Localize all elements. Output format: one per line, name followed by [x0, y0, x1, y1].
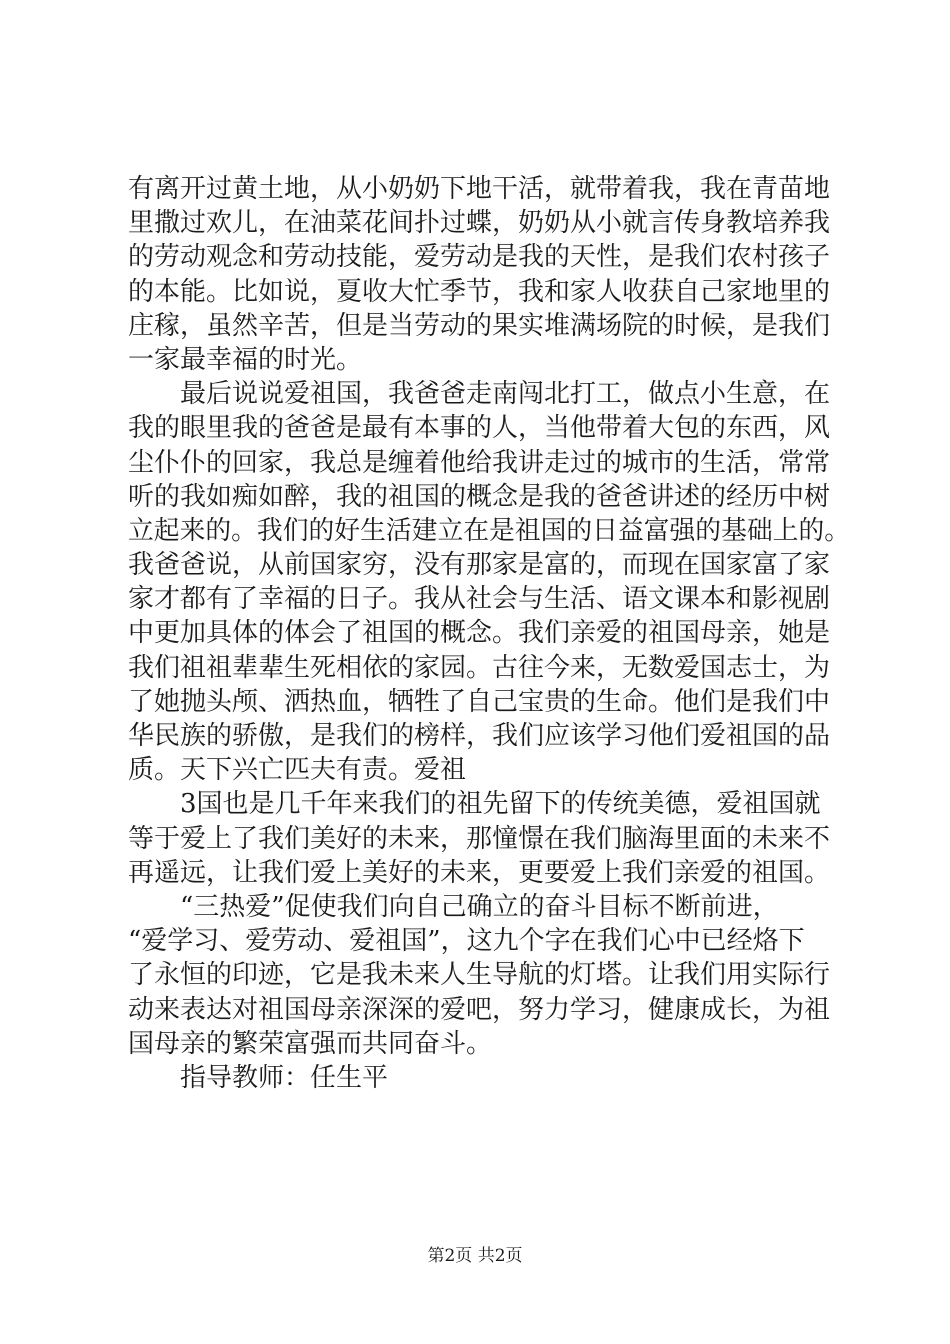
text-line: 了永恒的印迹，它是我未来人生导航的灯塔。让我们用实际行 — [128, 960, 831, 991]
text-line: “三热爱”促使我们向自己确立的奋斗目标不断前进， — [128, 891, 779, 922]
text-line: 国母亲的繁荣富强而共同奋斗。 — [128, 1028, 493, 1059]
text-line: 等于爱上了我们美好的未来，那憧憬在我们脑海里面的未来不 — [128, 823, 831, 854]
text-line: 动来表达对祖国母亲深深的爱吧，努力学习，健康成长，为祖 — [128, 994, 831, 1025]
text-line: 了她抛头颅、洒热血，牺牲了自己宝贵的生命。他们是我们中 — [128, 686, 831, 717]
text-line: 里撒过欢儿，在油菜花间扑过蝶，奶奶从小就言传身教培养我 — [128, 208, 831, 239]
text-line: 我爸爸说，从前国家穷，没有那家是富的，而现在国家富了家 — [128, 550, 831, 581]
text-line: 质。天下兴亡匹夫有责。爱祖 — [128, 755, 467, 786]
text-line: 3国也是几千年来我们的祖先留下的传统美德，爱祖国就 — [128, 789, 821, 820]
text-line: 再遥远，让我们爱上美好的未来，更要爱上我们亲爱的祖国。 — [128, 857, 831, 888]
text-line: 一家最幸福的时光。 — [128, 344, 363, 375]
text-line: 的劳动观念和劳动技能，爱劳动是我的天性，是我们农村孩子 — [128, 242, 831, 273]
text-line: “爱学习、爱劳动、爱祖国”，这九个字在我们心中已经烙下 — [128, 926, 805, 957]
text-line: 有离开过黄土地，从小奶奶下地干活，就带着我，我在青苗地 — [128, 174, 831, 204]
text-line: 庄稼，虽然辛苦，但是当劳动的果实堆满场院的时候，是我们 — [128, 310, 831, 341]
text-line: 华民族的骄傲，是我们的榜样，我们应该学习他们爱祖国的品 — [128, 721, 831, 751]
text-line: 家才都有了幸福的日子。我从社会与生活、语文课本和影视剧 — [128, 584, 831, 615]
page-footer: 第2页 共2页 — [427, 1246, 523, 1266]
text-line: 中更加具体的体会了祖国的概念。我们亲爱的祖国母亲，她是 — [128, 618, 831, 649]
text-line: 尘仆仆的回家，我总是缠着他给我讲走过的城市的生活，常常 — [128, 447, 831, 478]
text-line: 我们祖祖辈辈生死相依的家园。古往今来，无数爱国志士，为 — [128, 652, 831, 683]
text-line: 指导教师：任生平 — [128, 1062, 389, 1093]
text-line: 立起来的。我们的好生活建立在是祖国的日益富强的基础上的。 — [128, 515, 851, 546]
text-line: 我的眼里我的爸爸是最有本事的人，当他带着大包的东西，风 — [128, 413, 831, 444]
text-line: 最后说说爱祖国，我爸爸走南闯北打工，做点小生意，在 — [128, 379, 831, 410]
text-line: 的本能。比如说，夏收大忙季节，我和家人收获自己家地里的 — [128, 276, 831, 307]
document-body — [128, 172, 851, 1095]
text-line: 听的我如痴如醉，我的祖国的概念是我的爸爸讲述的经历中树 — [128, 481, 831, 512]
